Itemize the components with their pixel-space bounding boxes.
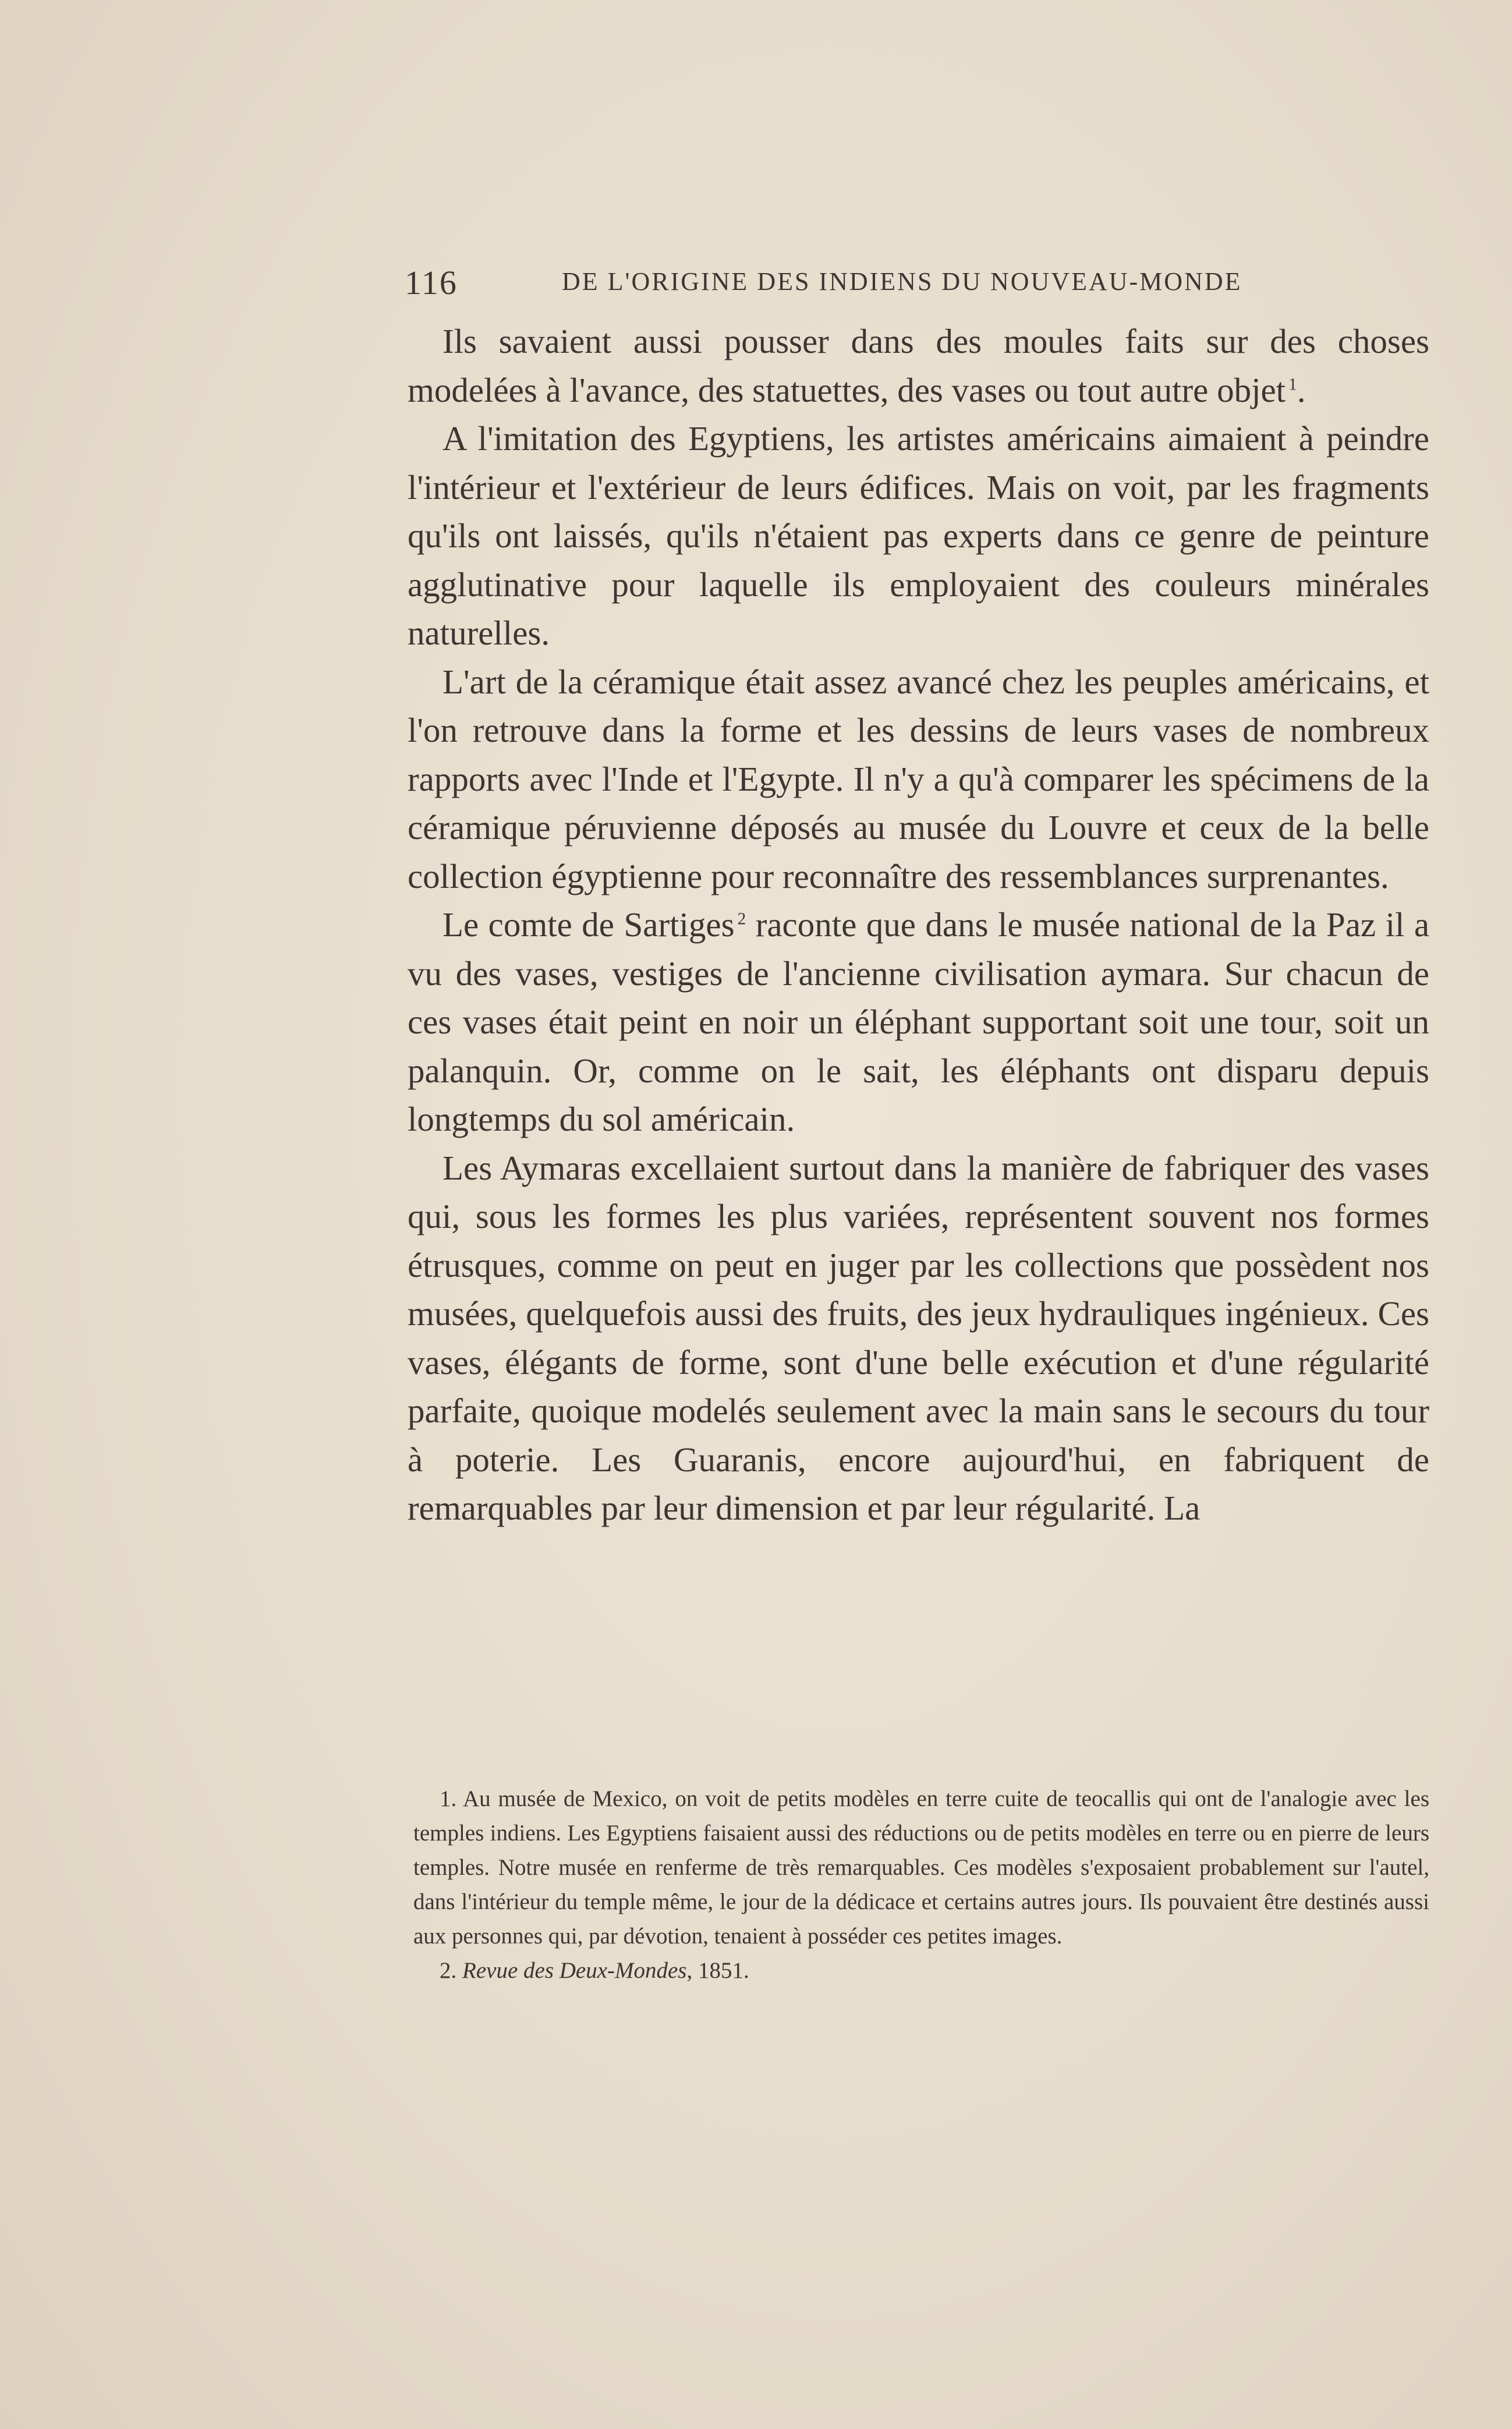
paragraph-4-start: Le comte de Sartiges: [442, 905, 735, 944]
paragraph-1: [408, 317, 1429, 415]
footnotes: [413, 1782, 1429, 1988]
paragraph-3: L'art de la céramique était assez avancé chez les peuples américains, et l'on retrouve dans la forme et les dessins de leurs vases de nombreux rapports avec l'Inde et l'Egypte. Il n'y a qu'à comparer les spécimens de la céramique péruvienne déposés au musée du Louvre et ceux de la belle collection égyptienne pour reconnaître des ressemblances surprenantes.: [408, 662, 1429, 895]
body-text: [408, 317, 1429, 1533]
running-head: [405, 263, 1284, 304]
paragraph-2: A l'imitation des Egyptiens, les artistes américains aimaient à peindre l'intérieur et l'extérieur de leurs édifices. Mais on voit, par les fragments qu'ils ont laissés, qu'ils n'étaient pas experts dans ce genre de peinture agglutinative pour laquelle ils employaient des couleurs minérales naturelles.: [408, 419, 1429, 652]
paragraph-5: Les Aymaras excellaient surtout dans la manière de fabriquer des vases qui, sous les formes les plus variées, représentent souvent nos formes étrusques, comme on peut en juger par les collections que possèdent nos musées, quelquefois aussi des fruits, des jeux hydrauliques ingénieux. Ces vases, élégants de forme, sont d'une belle exécution et d'une régularité parfaite, quoique modelés seulement avec la main sans le secours du tour à poterie. Les Guaranis, encore aujourd'hui, en fabriquent de remarquables par leur dimension et par leur régularité. La: [408, 1148, 1429, 1527]
running-title: DE L'ORIGINE DES INDIENS DU NOUVEAU-MONDE: [562, 267, 1242, 296]
footnote-ref-2: 2: [737, 909, 746, 929]
footnote-ref-1: 1: [1288, 374, 1297, 394]
footnote-1-number: 1.: [440, 1786, 457, 1811]
footnote-1-text: Au musée de Mexico, on voit de petits modèles en terre cuite de teocallis qui ont de l'analogie avec les temples indiens. Les Egyptiens faisaient aussi des réductions ou de petits modèles en terre ou en pierre de leurs temples. Notre musée en renferme de très remarquables. Ces modèles s'exposaient probablement sur l'autel, dans l'intérieur du temple même, le jour de la dédicace et certains autres jours. Ils pouvaient être destinés aussi aux personnes qui, par dévotion, tenaient à posséder ces petites images.: [413, 1786, 1429, 1949]
footnote-2-number: 2.: [440, 1958, 457, 1983]
paragraph-4-end: raconte que dans le musée national de la Paz il a vu des vases, vestiges de l'ancienne civilisation aymara. Sur chacun de ces vases était peint en noir un éléphant supportant soit une tour, soit un palanquin. Or, comme on le sait, les éléphants ont disparu depuis longtemps du sol américain.: [408, 905, 1430, 1138]
paragraph-1-text: Ils savaient aussi pousser dans des moules faits sur des choses modelées à l'avance, des statuettes, des vases ou tout autre objet: [408, 322, 1429, 409]
footnote-2: [413, 1953, 1429, 1988]
paragraph-4: [408, 901, 1429, 1144]
footnote-2-year: , 1851.: [686, 1958, 749, 1983]
footnote-1: [413, 1782, 1429, 1953]
paragraph-1-tail: .: [1297, 370, 1306, 409]
page-number: 116: [405, 264, 458, 302]
footnote-2-source: Revue des Deux-Mondes: [462, 1958, 687, 1983]
